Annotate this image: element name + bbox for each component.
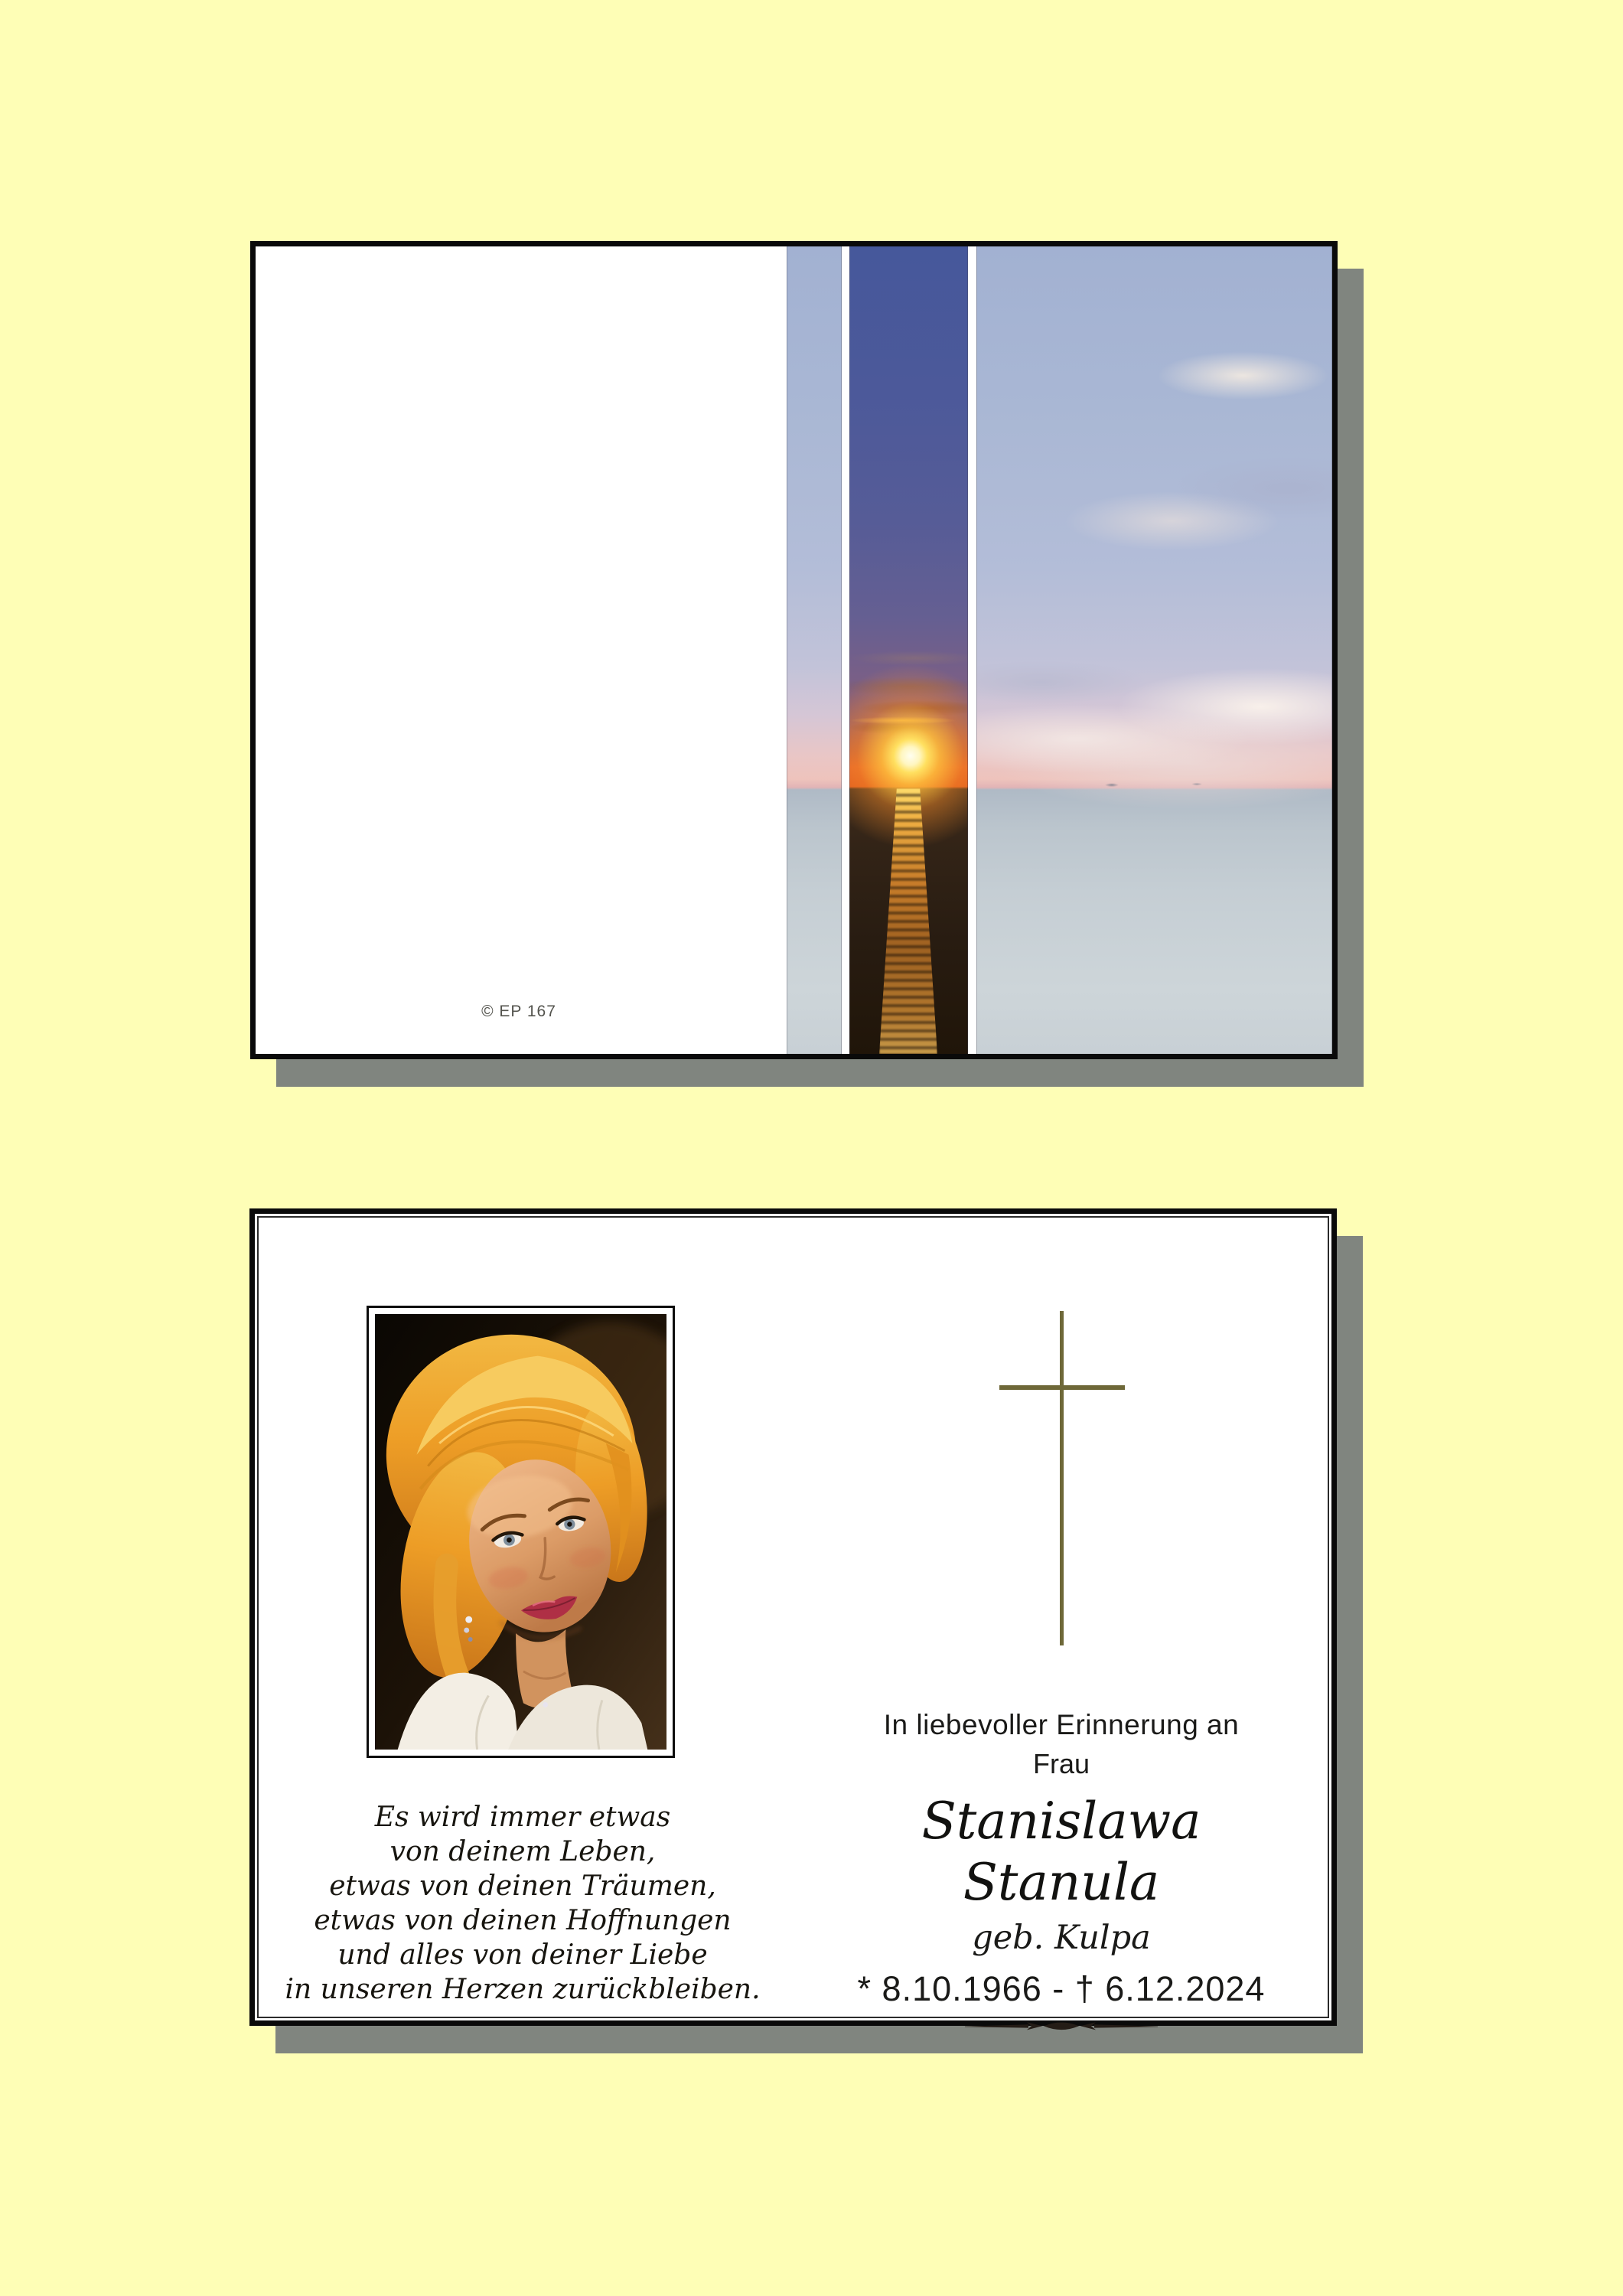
deceased-name: Stanislawa Stanula xyxy=(921,1792,1201,1912)
life-dates: * 8.10.1966 - † 6.12.2024 xyxy=(857,1969,1266,2008)
sun-reflection xyxy=(879,788,937,1054)
poem-line: von deinem Leben, xyxy=(389,1836,656,1867)
cross-icon-bar xyxy=(999,1385,1125,1390)
poem-line: etwas von deinen Träumen, xyxy=(329,1870,716,1902)
cross-icon xyxy=(1060,1311,1064,1645)
sunset-photo-main xyxy=(976,246,1332,1054)
poem-line: Es wird immer etwas xyxy=(374,1802,671,1833)
copyright-label: © EP 167 xyxy=(481,1003,556,1020)
portrait-frame xyxy=(367,1306,675,1758)
memorial-intro-salutation: Frau xyxy=(1032,1748,1090,1779)
memorial-text xyxy=(832,1708,1291,2040)
sunset-strip-vivid xyxy=(849,246,968,1054)
poem xyxy=(278,1800,768,2007)
memorial-intro-line: In liebevoller Erinnerung an xyxy=(883,1709,1240,1740)
maiden-name: geb. Kulpa xyxy=(972,1919,1151,1957)
portrait-photo xyxy=(375,1314,666,1750)
divider-flourish-icon xyxy=(832,2016,1291,2040)
card-front-preview xyxy=(250,241,1338,1059)
poem-line: etwas von deinen Hoffnungen xyxy=(314,1905,732,1936)
memorial-card-preview xyxy=(249,1208,1337,2026)
sunset-strip-pale-left xyxy=(787,246,842,1054)
poem-line: in unseren Herzen zurückbleiben. xyxy=(285,1974,761,2005)
poem-line: und alles von deiner Liebe xyxy=(337,1939,708,1971)
